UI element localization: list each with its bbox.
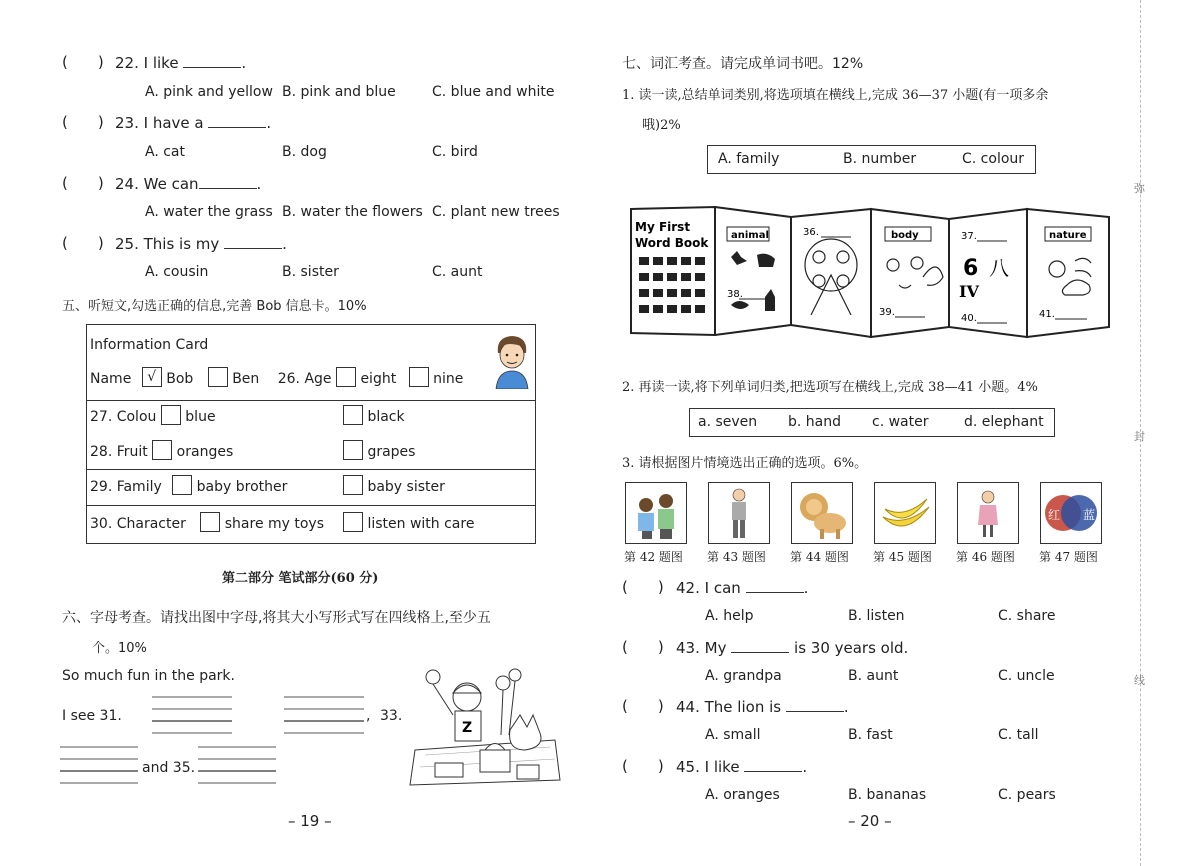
book-char-eight: 八 (989, 256, 1009, 280)
label-33: 33. (380, 708, 403, 724)
q43-stem: 43. My is 30 years old. (676, 639, 909, 657)
information-card (86, 324, 536, 544)
book-label-animal: animal (731, 230, 769, 241)
picture-42-kids-helping (625, 482, 687, 544)
caption-42: 第 42 题图 (624, 550, 683, 564)
q45-option-b[interactable]: B. bananas (848, 787, 927, 803)
q44-answer-paren[interactable]: ( ) (622, 697, 664, 715)
q44-option-a[interactable]: A. small (705, 727, 761, 743)
q43-option-c[interactable]: C. uncle (998, 668, 1055, 684)
q22-stem: 22. I like . (115, 54, 247, 72)
book-label-38: 38. (727, 289, 743, 300)
book-label-41: 41. (1039, 309, 1055, 320)
q44-blank[interactable] (786, 697, 844, 712)
q42-option-b[interactable]: B. listen (848, 608, 905, 624)
opt2-d: d. elephant (964, 414, 1044, 430)
q42-answer-paren[interactable]: ( ) (622, 578, 664, 596)
book-label-body: body (891, 230, 919, 241)
label-red: 红 (1048, 508, 1061, 522)
checkbox-black[interactable] (343, 405, 363, 425)
q25-stem: 25. This is my . (115, 235, 287, 253)
options-box-1 (707, 145, 1036, 174)
checkbox-baby-brother[interactable] (172, 475, 192, 495)
side-mark-1: 弥 (1134, 182, 1145, 195)
q24-answer-paren[interactable]: ( ) (62, 174, 104, 192)
q23-stem: 23. I have a . (115, 114, 272, 132)
comma: , (366, 708, 371, 724)
card-row-28-b: grapes (343, 442, 415, 462)
section5-title: 五、听短文,勾选正确的信息,完善 Bob 信息卡。10% (62, 299, 367, 314)
book-roman-four: IV (959, 282, 979, 301)
book-digit-six: 6 (963, 256, 979, 281)
q22-option-b[interactable]: B. pink and blue (282, 84, 396, 100)
book-label-36: 36. (803, 227, 819, 238)
i-see-label: I see 31. (62, 708, 122, 724)
checkbox-bob[interactable]: √ (142, 367, 162, 387)
q23-blank[interactable] (208, 113, 266, 128)
book-title-line2: Word Book (635, 236, 709, 250)
opt2-b: b. hand (788, 414, 841, 430)
book-label-40: 40. (961, 313, 977, 324)
section7-title: 七、词汇考查。请完成单词书吧。12% (622, 56, 864, 72)
q45-answer-paren[interactable]: ( ) (622, 757, 664, 775)
opt2-c: c. water (872, 414, 929, 430)
q43-answer-paren[interactable]: ( ) (622, 638, 664, 656)
checkbox-baby-sister[interactable] (343, 475, 363, 495)
opt2-a: a. seven (698, 414, 758, 430)
q23-answer-paren[interactable]: ( ) (62, 113, 104, 131)
checkbox-listen-with-care[interactable] (343, 512, 363, 532)
q22-answer-paren[interactable]: ( ) (62, 53, 104, 71)
opt1-c: C. colour (962, 151, 1025, 167)
book-label-39: 39. (879, 307, 895, 318)
q23-option-c[interactable]: C. bird (432, 144, 478, 160)
q22-option-a[interactable]: A. pink and yellow (145, 84, 273, 100)
page-number-20: – 20 – (848, 812, 892, 830)
fun-sentence: So much fun in the park. (62, 668, 235, 684)
q25-blank[interactable] (224, 234, 282, 249)
book-label-nature: nature (1049, 230, 1087, 241)
side-mark-2: 封 (1134, 430, 1145, 443)
checkbox-share-my-toys[interactable] (200, 512, 220, 532)
q42-stem: 42. I can . (676, 579, 809, 597)
card-row-28: 28. Fruit oranges (90, 442, 233, 462)
card-row-27: 27. Colou blue (90, 407, 216, 427)
checkbox-nine[interactable] (409, 367, 429, 387)
q22-blank[interactable] (183, 53, 241, 68)
side-mark-3: 线 (1134, 674, 1145, 687)
q44-option-c[interactable]: C. tall (998, 727, 1039, 743)
q45-option-c[interactable]: C. pears (998, 787, 1056, 803)
s3-line: 3. 请根据图片情境选出正确的选项。6%。 (622, 456, 868, 471)
checkbox-grapes[interactable] (343, 440, 363, 460)
q25-answer-paren[interactable]: ( ) (62, 234, 104, 252)
card-row-29-b: baby sister (343, 477, 445, 497)
q22-option-c[interactable]: C. blue and white (432, 84, 555, 100)
picture-43-man (708, 482, 770, 544)
card-row-27-b: black (343, 407, 405, 427)
q23-option-a[interactable]: A. cat (145, 144, 185, 160)
and-35-label: and 35. (142, 760, 196, 776)
s2-line: 2. 再读一读,将下列单词归类,把选项写在横线上,完成 38—41 小题。4% (622, 380, 1038, 395)
q25-option-c[interactable]: C. aunt (432, 264, 483, 280)
q44-option-b[interactable]: B. fast (848, 727, 893, 743)
checkbox-oranges[interactable] (152, 440, 172, 460)
q42-blank[interactable] (746, 578, 804, 593)
q24-blank[interactable] (199, 174, 257, 189)
picture-46-girl (957, 482, 1019, 544)
section6-line2: 个。10% (92, 641, 147, 656)
caption-44: 第 44 题图 (790, 550, 849, 564)
section6-line1: 六、字母考查。请找出图中字母,将其大小写形式写在四线格上,至少五 (62, 610, 491, 626)
label-blue: 蓝 (1083, 508, 1096, 522)
boy-avatar (492, 331, 532, 389)
picture-44-lion (791, 482, 853, 544)
card-row-30-b: listen with care (343, 514, 474, 534)
svg-text:Z: Z (462, 720, 473, 736)
picnic-illustration (405, 655, 565, 790)
checkbox-blue[interactable] (161, 405, 181, 425)
caption-45: 第 45 题图 (873, 550, 932, 564)
q43-blank[interactable] (731, 638, 789, 653)
opt1-a: A. family (718, 151, 780, 167)
card-name-row: Name √ Bob Ben 26. Age eight nine (90, 369, 464, 387)
four-line-grid-35[interactable] (198, 742, 280, 788)
part2-title: 第二部分 笔试部分(60 分) (222, 571, 379, 586)
caption-43: 第 43 题图 (707, 550, 766, 564)
q45-blank[interactable] (744, 757, 802, 772)
caption-47: 第 47 题图 (1039, 550, 1098, 564)
card-row-30: 30. Character share my toys (90, 514, 324, 534)
four-line-grid-31[interactable] (152, 694, 234, 736)
card-title: Information Card (90, 337, 209, 353)
q42-option-c[interactable]: C. share (998, 608, 1056, 624)
picture-47-colour-circles (1040, 482, 1102, 544)
q24-option-a[interactable]: A. water the grass (145, 204, 273, 220)
word-book-illustration (627, 205, 1115, 340)
s1-line2: 哦)2% (642, 118, 681, 133)
checkbox-ben[interactable] (208, 367, 228, 387)
q23-option-b[interactable]: B. dog (282, 144, 327, 160)
opt1-b: B. number (843, 151, 917, 167)
picture-45-bananas (874, 482, 936, 544)
s1-line1: 1. 读一读,总结单词类别,将选项填在横线上,完成 36—37 小题(有一项多余 (622, 88, 1049, 103)
q24-option-b[interactable]: B. water the flowers (282, 204, 423, 220)
q24-stem: 24. We can . (115, 175, 262, 193)
q43-option-a[interactable]: A. grandpa (705, 668, 782, 684)
book-label-37: 37. (961, 231, 977, 242)
q45-stem: 45. I like . (676, 758, 808, 776)
options-box-2 (689, 408, 1055, 437)
page-number-19: – 19 – (288, 812, 332, 830)
q44-stem: 44. The lion is . (676, 698, 849, 716)
q25-option-a[interactable]: A. cousin (145, 264, 209, 280)
book-title-line1: My First (635, 220, 691, 234)
caption-46: 第 46 题图 (956, 550, 1015, 564)
q43-option-b[interactable]: B. aunt (848, 668, 899, 684)
q42-option-a[interactable]: A. help (705, 608, 754, 624)
q25-option-b[interactable]: B. sister (282, 264, 339, 280)
q45-option-a[interactable]: A. oranges (705, 787, 780, 803)
four-line-grid-34[interactable] (60, 742, 142, 788)
checkbox-eight[interactable] (336, 367, 356, 387)
four-line-grid-32[interactable] (284, 694, 366, 736)
q24-option-c[interactable]: C. plant new trees (432, 204, 560, 220)
card-row-29: 29. Family baby brother (90, 477, 287, 497)
